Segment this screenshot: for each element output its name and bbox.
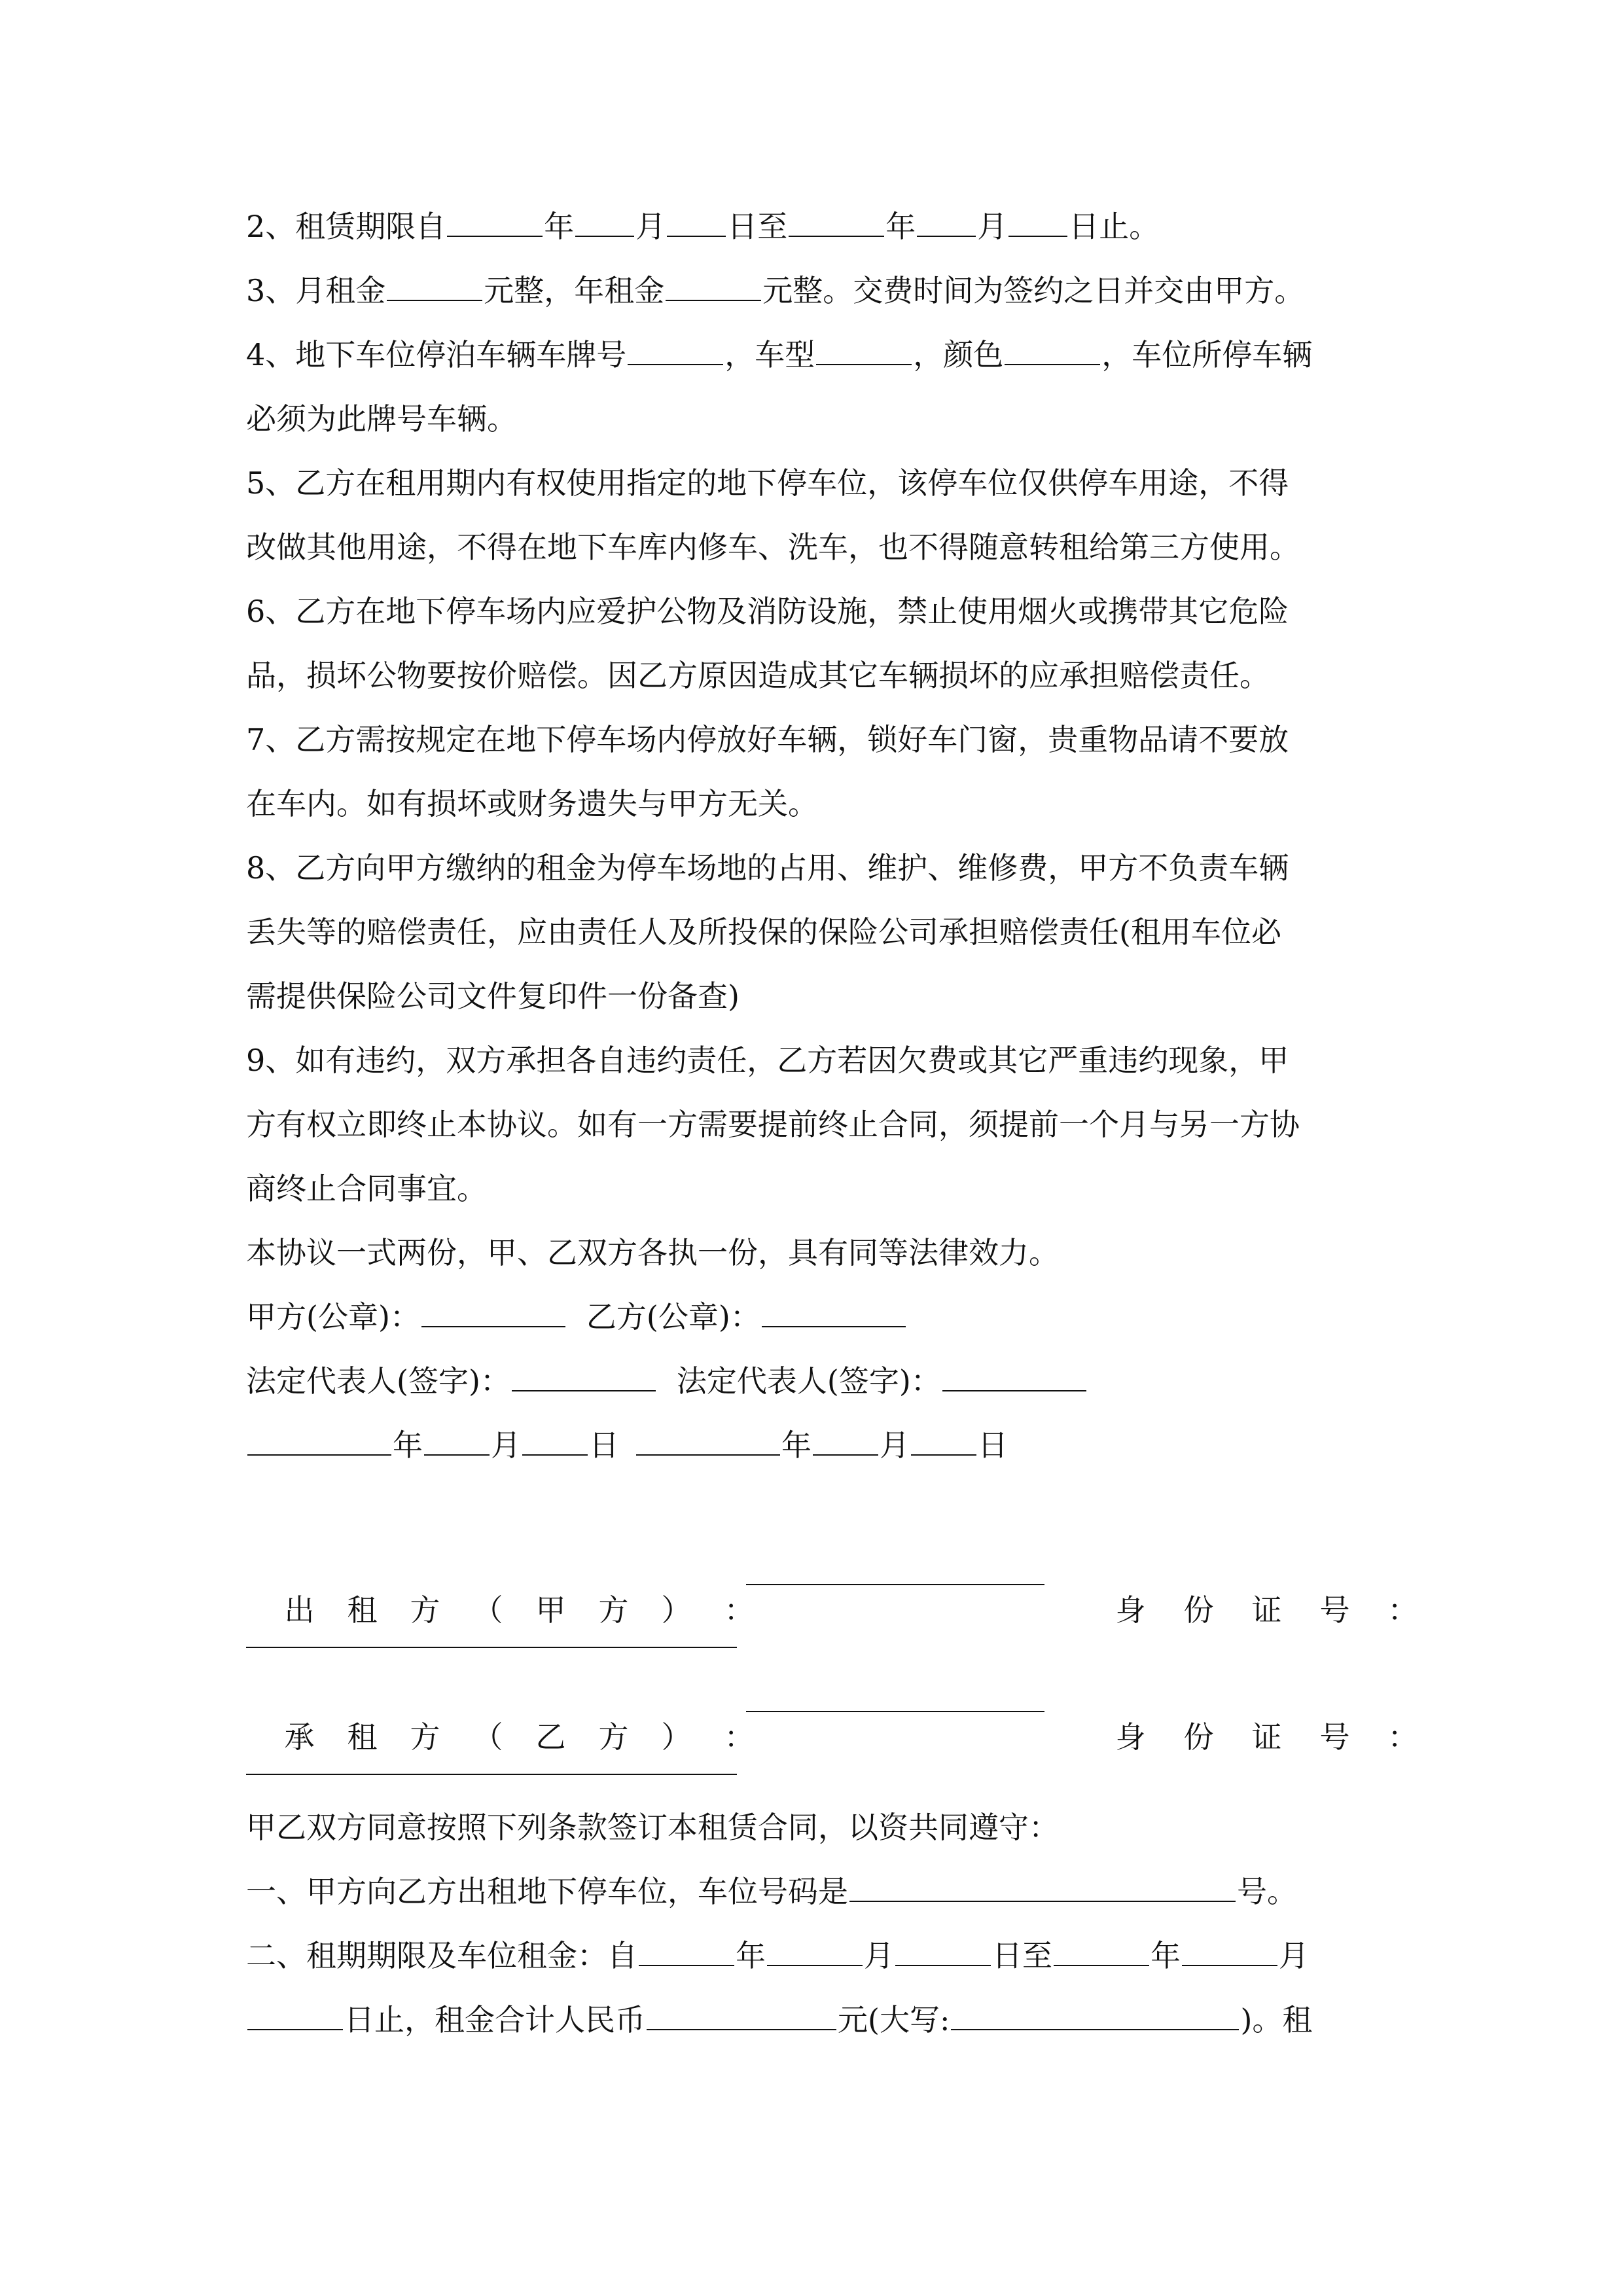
label-day: 日 bbox=[589, 1427, 619, 1463]
clause-9-line-3: 商终止合同事宜。 bbox=[246, 1171, 487, 1206]
label-month: 月 bbox=[880, 1427, 910, 1463]
label-month: 月 bbox=[635, 209, 666, 244]
seal-line bbox=[246, 1297, 1385, 1336]
label-day-to: 日至 bbox=[992, 1938, 1052, 1973]
blank-monthly-rent[interactable] bbox=[387, 274, 482, 301]
label-day-end: 日止。 bbox=[1069, 209, 1160, 244]
lessor-label bbox=[285, 1592, 787, 1628]
lessor-id-label-char: 号 bbox=[1319, 1592, 1350, 1628]
lessor-label-char: ： bbox=[724, 1592, 755, 1628]
label-year: 年 bbox=[544, 209, 575, 244]
lessee-id-label-wrap bbox=[1077, 1678, 1418, 1796]
date-b-month-field[interactable] bbox=[813, 1428, 878, 1456]
clause-3 bbox=[246, 271, 1385, 310]
lessee-id-label-char: 身 bbox=[1115, 1719, 1146, 1755]
parking-space-number-field[interactable] bbox=[849, 1874, 1236, 1902]
lessor-id-label-char: 份 bbox=[1183, 1592, 1214, 1628]
lessor-label-char: （ bbox=[473, 1592, 503, 1628]
rent-amount-field[interactable] bbox=[647, 2003, 836, 2030]
party-b-seal-label: 乙方(公章)： bbox=[586, 1299, 760, 1335]
rep-a-signature-field[interactable] bbox=[512, 1364, 656, 1391]
blank-annual-rent[interactable] bbox=[666, 274, 761, 301]
lessor-label-char: 出 bbox=[284, 1592, 315, 1628]
lessee-label-char: 方 bbox=[410, 1719, 440, 1755]
clause-8-line-1: 8、乙方向甲方缴纳的租金为停车场地的占用、维护、维修费，甲方不负责车辆 bbox=[246, 850, 1289, 886]
clause-3-text-c: 元整。交费时间为签约之日并交由甲方。 bbox=[762, 273, 1305, 308]
date-line bbox=[246, 1426, 1385, 1465]
contract-intro: 甲乙双方同意按照下列条款签订本租赁合同，以资共同遵守： bbox=[246, 1810, 1059, 1845]
blank-year-start[interactable] bbox=[447, 209, 543, 237]
label-month: 月 bbox=[977, 209, 1008, 244]
lessor-label-char: 方 bbox=[410, 1592, 440, 1628]
article-2-capital-label: 元(大写: bbox=[838, 2002, 950, 2037]
art2-day-start[interactable] bbox=[895, 1939, 991, 1966]
clause-7-line-1: 7、乙方需按规定在地下停车场内停放好车辆，锁好车门窗，贵重物品请不要放 bbox=[246, 722, 1289, 757]
lessor-id-label-char: 证 bbox=[1251, 1592, 1282, 1628]
clause-9-line-1: 9、如有违约，双方承担各自违约责任，乙方若因欠费或其它严重违约现象，甲 bbox=[246, 1043, 1289, 1078]
lessee-label bbox=[285, 1719, 787, 1755]
label-month: 月 bbox=[864, 1938, 894, 1973]
lessee-id-label-char: 证 bbox=[1251, 1719, 1282, 1755]
rep-a-label: 法定代表人(签字)： bbox=[246, 1363, 510, 1399]
clause-7-line-2: 在车内。如有损坏或财务遗失与甲方无关。 bbox=[246, 786, 818, 821]
article-2-continued bbox=[246, 2000, 1385, 2039]
label-year: 年 bbox=[393, 1427, 423, 1463]
rent-amount-capital-field[interactable] bbox=[951, 2003, 1239, 2030]
date-b-day-field[interactable] bbox=[911, 1428, 976, 1456]
label-year: 年 bbox=[885, 209, 916, 244]
clause-5-line-1: 5、乙方在租用期内有权使用指定的地下停车位，该停车位仅供停车用途，不得 bbox=[246, 465, 1289, 501]
lessee-id-field[interactable] bbox=[246, 1774, 737, 1775]
clause-2 bbox=[246, 207, 1385, 246]
representative-line bbox=[246, 1361, 1385, 1401]
party-a-seal-label: 甲方(公章)： bbox=[246, 1299, 420, 1335]
blank-day-start[interactable] bbox=[667, 209, 726, 237]
lessor-label-char: 甲 bbox=[535, 1592, 566, 1628]
label-year: 年 bbox=[781, 1427, 812, 1463]
label-month: 月 bbox=[491, 1427, 521, 1463]
blank-year-end[interactable] bbox=[789, 209, 884, 237]
lessor-label-char: 方 bbox=[598, 1592, 629, 1628]
lessee-name-field[interactable] bbox=[746, 1711, 1044, 1712]
clause-4-text-a: 4、地下车位停泊车辆车牌号 bbox=[246, 337, 627, 372]
article-2-text: 二、租期期限及车位租金：自 bbox=[246, 1938, 637, 1973]
clause-2-text: 2、租赁期限自 bbox=[246, 209, 446, 244]
art2-year-start[interactable] bbox=[639, 1939, 734, 1966]
blank-plate-number[interactable] bbox=[628, 338, 723, 365]
date-a-day-field[interactable] bbox=[522, 1428, 588, 1456]
article-2-rent-text: 日止，租金合计人民币 bbox=[344, 2002, 645, 2037]
lessee-label-char: ： bbox=[724, 1719, 755, 1755]
lessee-label-char: 承 bbox=[284, 1719, 315, 1755]
lessee-label-char: ） bbox=[661, 1719, 692, 1755]
article-2 bbox=[246, 1936, 1385, 1975]
clause-8-line-3: 需提供保险公司文件复印件一份备查) bbox=[246, 978, 740, 1014]
article-1-text: 一、甲方向乙方出租地下停车位，车位号码是 bbox=[246, 1874, 848, 1909]
lessee-id-label-char: ： bbox=[1387, 1719, 1418, 1755]
party-a-seal-field[interactable] bbox=[421, 1300, 565, 1327]
clause-3-text-b: 元整，年租金 bbox=[484, 273, 665, 308]
lessor-id-label bbox=[1116, 1592, 1456, 1628]
rep-b-label: 法定代表人(签字)： bbox=[676, 1363, 941, 1399]
label-month: 月 bbox=[1279, 1938, 1309, 1973]
article-2-suffix: )。租 bbox=[1240, 2002, 1313, 2037]
clause-6-line-2: 品，损坏公物要按价赔偿。因乙方原因造成其它车辆损坏的应承担赔偿责任。 bbox=[246, 658, 1270, 693]
lessor-name-field[interactable] bbox=[746, 1584, 1044, 1585]
blank-month-end[interactable] bbox=[917, 209, 976, 237]
blank-month-start[interactable] bbox=[575, 209, 634, 237]
lessor-id-label-wrap bbox=[1077, 1551, 1418, 1669]
lessor-id-label-char: ： bbox=[1387, 1592, 1418, 1628]
art2-month-start[interactable] bbox=[767, 1939, 863, 1966]
lessee-id-label-char: 份 bbox=[1183, 1719, 1214, 1755]
date-b-year-field[interactable] bbox=[636, 1428, 780, 1456]
clause-5-line-2: 改做其他用途，不得在地下车库内修车、洗车，也不得随意转租给第三方使用。 bbox=[246, 529, 1300, 565]
clause-8-line-2: 丢失等的赔偿责任，应由责任人及所投保的保险公司承担赔偿责任(租用车位必 bbox=[246, 914, 1281, 950]
lessee-id-label-char: 号 bbox=[1319, 1719, 1350, 1755]
party-b-seal-field[interactable] bbox=[762, 1300, 906, 1327]
label-day-to: 日至 bbox=[727, 209, 788, 244]
clause-4-text-b: ，车型 bbox=[724, 337, 815, 372]
clause-4-text-d: ，车位所停车辆 bbox=[1101, 337, 1313, 372]
art2-day-end[interactable] bbox=[247, 2003, 343, 2030]
closing-statement: 本协议一式两份，甲、乙双方各执一份，具有同等法律效力。 bbox=[246, 1235, 1059, 1270]
lessee-label-char: 租 bbox=[347, 1719, 378, 1755]
clause-4-line-2: 必须为此牌号车辆。 bbox=[246, 401, 517, 437]
clause-9-line-2: 方有权立即终止本协议。如有一方需要提前终止合同，须提前一个月与另一方协 bbox=[246, 1107, 1300, 1142]
blank-car-model[interactable] bbox=[816, 338, 912, 365]
lessor-id-field[interactable] bbox=[246, 1647, 737, 1648]
lessee-label-char: 乙 bbox=[535, 1719, 566, 1755]
lessee-id-label bbox=[1116, 1719, 1456, 1755]
rep-b-signature-field[interactable] bbox=[942, 1364, 1086, 1391]
clause-6-line-1: 6、乙方在地下停车场内应爱护公物及消防设施，禁止使用烟火或携带其它危险 bbox=[246, 594, 1289, 629]
clause-4 bbox=[246, 335, 1385, 374]
lessor-id-label-char: 身 bbox=[1115, 1592, 1146, 1628]
date-a-year-field[interactable] bbox=[247, 1428, 391, 1456]
lessor-label-char: ） bbox=[661, 1592, 692, 1628]
art2-month-end[interactable] bbox=[1182, 1939, 1277, 1966]
blank-car-color[interactable] bbox=[1005, 338, 1100, 365]
article-1-suffix: 号。 bbox=[1237, 1874, 1297, 1909]
label-day: 日 bbox=[978, 1427, 1008, 1463]
date-a-month-field[interactable] bbox=[424, 1428, 490, 1456]
lessee-label-char: 方 bbox=[598, 1719, 629, 1755]
label-year: 年 bbox=[1150, 1938, 1181, 1973]
lessee-label-char: （ bbox=[473, 1719, 503, 1755]
clause-4-text-c: ，颜色 bbox=[913, 337, 1004, 372]
lessor-label-char: 租 bbox=[347, 1592, 378, 1628]
article-1 bbox=[246, 1872, 1385, 1911]
clause-3-text-a: 3、月租金 bbox=[246, 273, 386, 308]
blank-day-end[interactable] bbox=[1008, 209, 1067, 237]
label-year: 年 bbox=[736, 1938, 766, 1973]
art2-year-end[interactable] bbox=[1054, 1939, 1149, 1966]
